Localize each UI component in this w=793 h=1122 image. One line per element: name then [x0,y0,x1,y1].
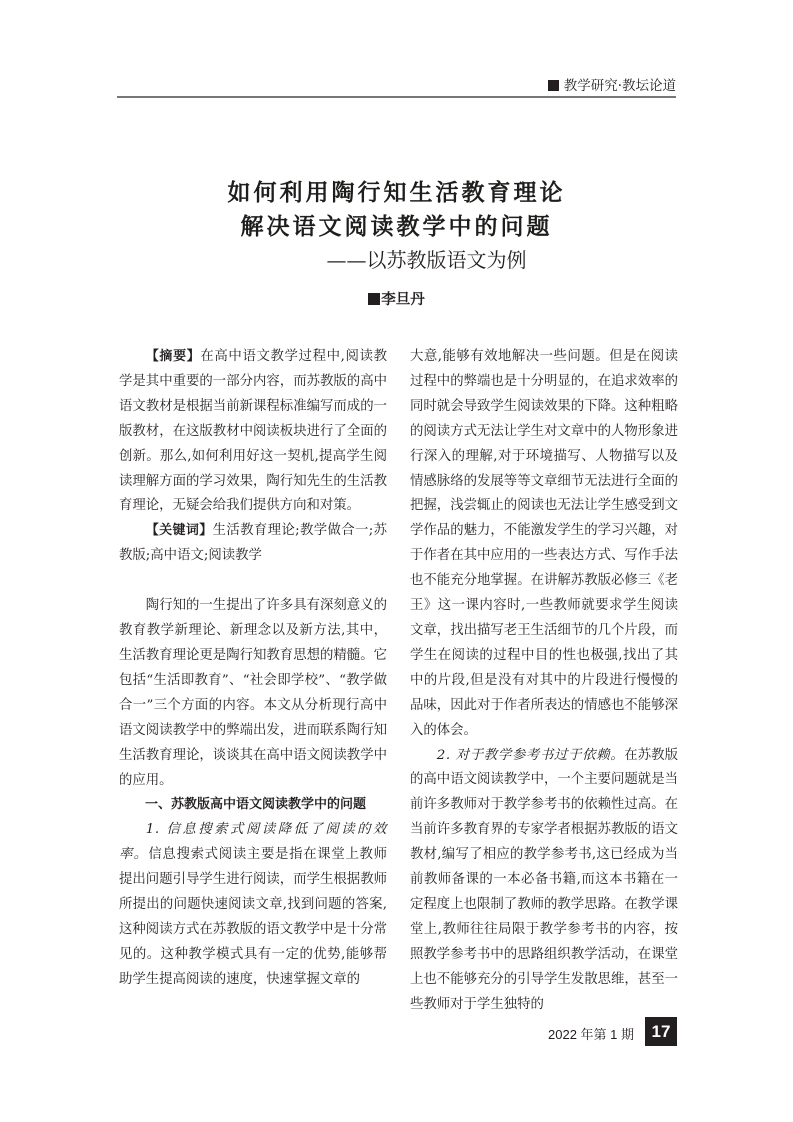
author-name: 李旦丹 [381,292,425,308]
left-column [119,345,387,993]
abstract [119,345,387,519]
article-title-line-2: 解决语文阅读教学中的问题 [240,214,553,240]
black-square-icon [548,80,559,91]
keywords [119,519,387,569]
point-1-continued: 大意,能够有效地解决一些问题。但是在阅读过程中的弊端也是十分明显的，在追求效率的同时就会导致学生阅读效果的下降。这种粗略的阅读方式无法让学生对文章中的人物形象进行深入的理解,对于环境描写、人物描写以及情感脉络的发展等等文章细节无法进行全面的把握，浅尝辄止的阅读也无法让学生感受到文学作品的魅力，不能激发学生的学习兴趣，对于作者在其中应用的一些表达方式、写作手法也不能充分地掌握。在讲解苏教版必修三《老王》这一课内容时,一些教师就要求学生阅读文章，找出描写老王生活细节的几个片段，而学生在阅读的过程中目的性也极强,找出了其中的片段,但是没有对其中的片段进行慢慢的品味，因此对于作者所表达的情感也不能够深入的体会。 [410,349,678,738]
point-2-paragraph [410,744,678,1018]
right-column [410,345,678,1017]
point-2-heading: 2. 对于教学参考书过于依赖。 [436,747,625,763]
black-square-icon [368,293,380,305]
intro-paragraph: 陶行知的一生提出了许多具有深刻意义的教育教学新理论、新理念以及新方法,其中，生活教育理论更是陶行知教育思想的精髓。它包括“生活即教育”、“社会即学校”、“教学做合一”三个方面的内容。本文从分析现行高中语文阅读教学中的弊端出发，进而联系陶行知生活教育理论，谈谈其在高中语文阅读教学中的应用。 [119,598,387,788]
page-number: 17 [645,1017,677,1046]
point-2-text: 在苏教版的高中语文阅读教学中，一个主要问题就是当前许多教师对于教学参考书的依赖性过高。在当前许多教育界的专家学者根据苏教版的语文教材,编写了相应的教学参考书,这已经成为当前教师备课的一本必备书籍,而这本书籍在一定程度上也限制了教师的教学思路。在教学课堂上,教师往往局限于教学参考书的内容，按照教学参考书中的思路组织教学活动，在课堂上也不能够充分的引导学生发散思维，甚至一些教师对于学生独特的 [410,747,678,1012]
section-heading: 一、苏教版高中语文阅读教学中的问题 [145,797,367,813]
point-1-heading: 1. 信息搜索式阅读降低了阅读的效率。 [119,822,387,863]
column-label: 教学研究·教坛论道 [563,78,676,94]
author-byline [0,288,793,309]
spacer [119,569,387,594]
keywords-label: 【关键词】 [145,523,213,539]
abstract-label: 【摘要】 [145,349,201,364]
point-1-heading-paragraph [119,818,387,992]
issue-label: 2022 年第 1 期 [548,1027,634,1042]
article-subtitle: ——以苏教版语文为例 [326,248,527,272]
abstract-text: 在高中语文教学过程中,阅读教学是其中重要的一部分内容，而苏教版的高中语文教材是根据当前新课程标准编写而成的一版教材，在这版教材中阅读板块进行了全面的创新。那么,如何利用好这一契机,提高学生阅读理解方面的学习效果，陶行知先生的生活教育理论，无疑会给我们提供方向和对策。 [119,349,387,514]
header-divider [117,96,676,98]
article-title-line-1: 如何利用陶行知生活教育理论 [227,180,566,206]
running-header [548,74,676,94]
keywords-text: 生活教育理论;教学做合一;苏教版;高中语文;阅读教学 [119,523,387,564]
point-1-text: 信息搜索式阅读主要是指在课堂上教师提出问题引导学生进行阅读，而学生根据教师所提出的问题快速阅读文章,找到问题的答案,这种阅读方式在苏教版的语文教学中是十分常见的。这种教学模式具有一定的优势,能够帮助学生提高阅读的速度，快速掌握文章的 [119,847,387,987]
